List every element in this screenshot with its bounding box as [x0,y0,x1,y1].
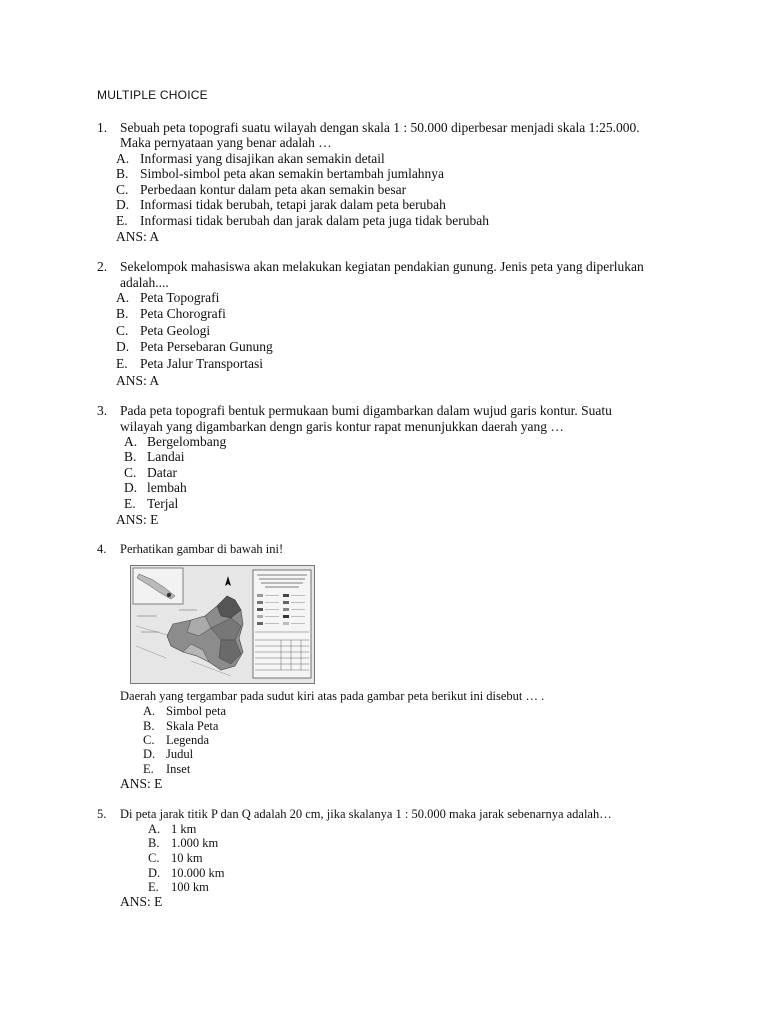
option-letter: E. [148,880,159,894]
question-number: 2. [97,259,108,274]
question-text-line: Di peta jarak titik P dan Q adalah 20 cm, jika skalanya 1 : 50.000 maka jarak sebenarnya adalah… [120,807,612,821]
option-text: Peta Topografi [140,290,220,305]
option-text: 1 km [171,822,197,836]
option-text: Simbol-simbol peta akan semakin bertambah jumlahnya [140,166,445,181]
option-text: Inset [166,762,191,776]
question-text-line: Maka pernyataan yang benar adalah … [120,135,332,150]
option-text: Peta Persebaran Gunung [140,339,273,354]
option-text: Informasi tidak berubah, tetapi jarak dalam peta berubah [140,197,446,212]
option-text: lembah [147,480,187,495]
option-letter: D. [143,747,156,761]
option-letter: E. [143,762,154,776]
question-number: 5. [97,807,107,821]
page-heading: MULTIPLE CHOICE [97,88,208,102]
option-letter: B. [143,719,155,733]
option-text: Terjal [147,496,179,511]
question-text-line: adalah.... [120,275,169,290]
option-text: 1.000 km [171,836,219,850]
option-letter: B. [148,836,160,850]
question-text-line: Pada peta topografi bentuk permukaan bumi digambarkan dalam wujud garis kontur. Suatu [120,403,612,418]
answer-text: ANS: A [116,373,160,388]
answer-text: ANS: E [120,894,163,909]
option-letter: E. [116,213,128,228]
answer-text: ANS: E [120,776,163,791]
option-text: Perbedaan kontur dalam peta akan semakin besar [140,182,407,197]
option-text: 100 km [171,880,209,894]
question-text-line: wilayah yang digambarkan dengn garis kontur rapat menunjukkan daerah yang … [120,419,564,434]
option-letter: B. [124,449,137,464]
option-letter: A. [124,434,138,449]
option-text: Peta Jalur Transportasi [140,356,263,371]
option-letter: C. [116,182,129,197]
option-text: 10 km [171,851,203,865]
option-letter: D. [148,866,161,880]
question-text-line: Sebuah peta topografi suatu wilayah dengan skala 1 : 50.000 diperbesar menjadi skala 1:25.000. [120,120,640,135]
question-text-line: Sekelompok mahasiswa akan melakukan kegiatan pendakian gunung. Jenis peta yang diperlukan [120,259,644,274]
option-text: Skala Peta [166,719,219,733]
option-letter: A. [148,822,161,836]
option-text: Peta Geologi [140,323,211,338]
option-letter: C. [116,323,129,338]
option-text: Datar [147,465,177,480]
option-text: Peta Chorografi [140,306,226,321]
option-letter: D. [116,339,130,354]
question-number: 1. [97,120,108,135]
option-text: Legenda [166,733,210,747]
option-letter: E. [124,496,136,511]
option-letter: C. [143,733,155,747]
question-number: 4. [97,542,107,556]
answer-text: ANS: E [116,512,159,527]
option-text: 10.000 km [171,866,225,880]
option-letter: C. [124,465,137,480]
option-letter: C. [148,851,160,865]
option-letter: A. [116,151,130,166]
option-letter: D. [124,480,138,495]
option-text: Bergelombang [147,434,227,449]
option-text: Landai [147,449,185,464]
option-text: Judul [166,747,194,761]
option-text: Simbol peta [166,704,227,718]
option-letter: A. [116,290,130,305]
option-text: Informasi yang disajikan akan semakin detail [140,151,385,166]
question-number: 3. [97,403,108,418]
question-text-line: Perhatikan gambar di bawah ini! [120,542,284,556]
figure-caption: Daerah yang tergambar pada sudut kiri atas pada gambar peta berikut ini disebut … . [120,689,545,703]
option-letter: A. [143,704,156,718]
option-letter: D. [116,197,130,212]
map-figure [130,565,315,684]
option-letter: B. [116,306,129,321]
option-text: Informasi tidak berubah dan jarak dalam peta juga tidak berubah [140,213,489,228]
option-letter: B. [116,166,129,181]
answer-text: ANS: A [116,229,160,244]
option-letter: E. [116,356,128,371]
